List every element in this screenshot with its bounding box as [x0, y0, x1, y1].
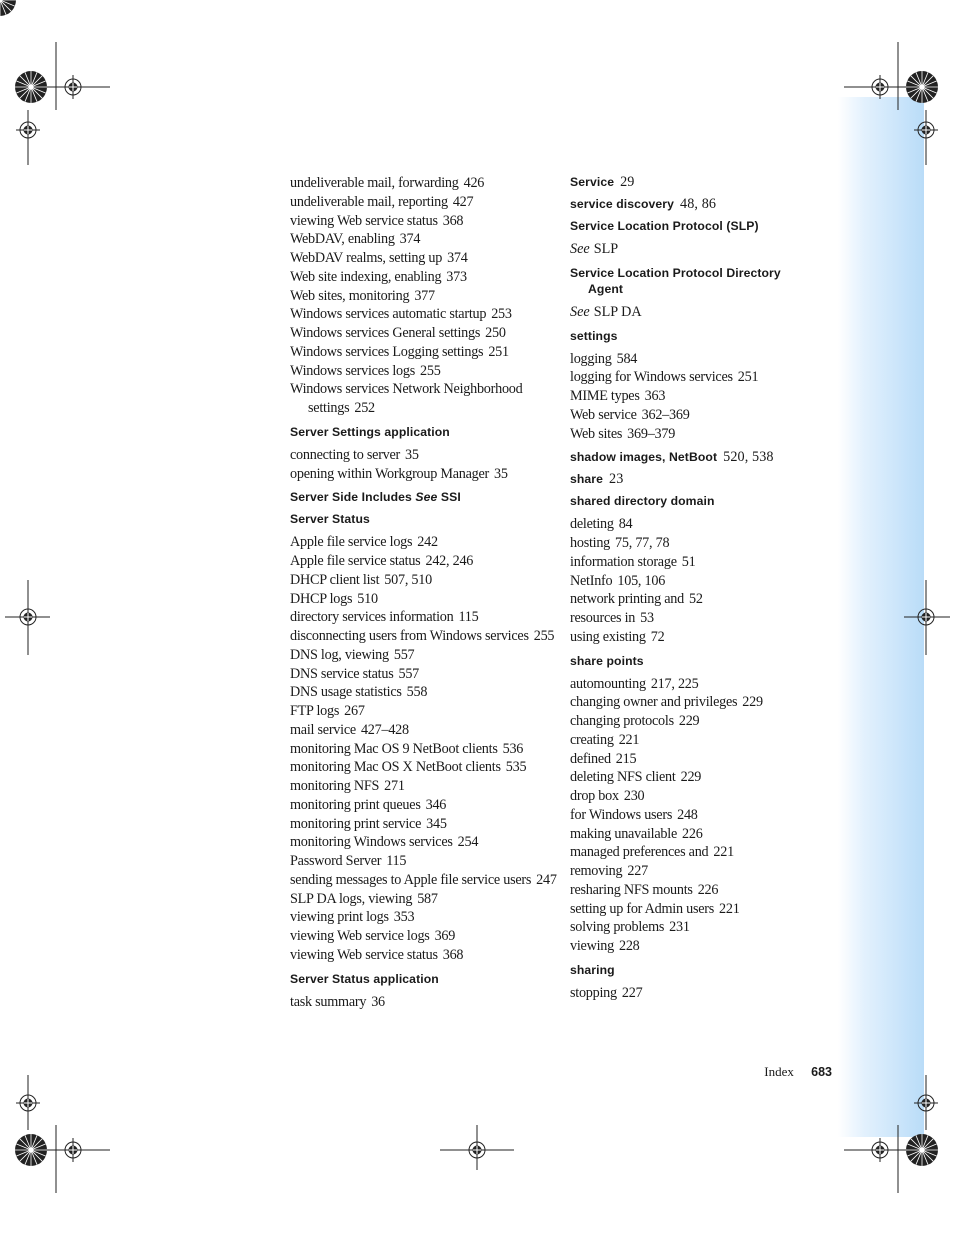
page-reference: 373	[446, 268, 467, 285]
index-subentry	[570, 534, 832, 553]
index-heading	[290, 971, 555, 987]
page-reference: 507, 510	[384, 571, 432, 588]
index-term: WebDAV realms, setting up	[290, 250, 443, 266]
index-subentry	[570, 862, 832, 881]
page-reference: 115	[386, 853, 407, 869]
index-term: viewing Web service status	[290, 212, 438, 229]
index-term: logging	[570, 350, 612, 367]
page-reference: 248	[677, 806, 698, 823]
see-label: See	[415, 490, 438, 505]
page-reference: 221	[618, 731, 640, 748]
page-reference: 221	[719, 900, 740, 917]
page-reference: 252	[354, 400, 375, 416]
page-reference: 510	[357, 590, 378, 607]
index-term: undeliverable mail, reporting	[290, 193, 448, 210]
page-reference: 229	[742, 694, 763, 711]
index-term: connecting to server	[290, 446, 401, 463]
index-term: monitoring Mac OS X NetBoot clients	[290, 759, 501, 776]
page-reference: 247	[536, 871, 557, 888]
index-subentry	[570, 731, 832, 750]
index-subentry	[570, 590, 832, 609]
index-heading	[570, 653, 832, 669]
index-subentry	[290, 174, 555, 193]
index-term: viewing	[570, 938, 614, 954]
footer-section-label: Index	[764, 1064, 794, 1079]
index-term: defined	[570, 750, 611, 767]
cross-reference	[570, 240, 832, 259]
index-term: changing protocols	[570, 713, 674, 729]
index-heading	[570, 196, 832, 212]
index-heading-continuation: Agent	[588, 281, 624, 296]
index-term: monitoring print queues	[290, 796, 421, 813]
index-term: Web service	[570, 406, 637, 423]
page-reference: 557	[398, 665, 419, 682]
index-heading-term: Service Location Protocol (SLP)	[570, 219, 759, 233]
see-target: SSI	[440, 490, 461, 505]
index-subentry	[290, 908, 555, 927]
index-subentry	[570, 787, 832, 806]
index-term: undeliverable mail, forwarding	[290, 175, 459, 191]
index-term: monitoring Windows services	[290, 834, 453, 851]
index-subentry	[570, 750, 832, 769]
index-column-left	[290, 174, 555, 1011]
index-subentry	[570, 368, 832, 387]
index-subentry	[290, 193, 555, 212]
index-term: mail service	[290, 721, 356, 738]
page-reference: 426	[463, 175, 485, 191]
index-subentry	[570, 572, 832, 591]
index-subentry	[290, 212, 555, 231]
index-subentry	[290, 590, 555, 609]
page-reference: 362–369	[641, 406, 690, 423]
page-reference: 271	[384, 778, 405, 794]
index-subentry	[570, 553, 832, 572]
index-term: logging for Windows services	[570, 369, 733, 386]
page-reference: 84	[618, 516, 633, 533]
see-target: SLP DA	[593, 303, 642, 320]
index-heading	[570, 962, 832, 978]
index-subentry	[290, 646, 555, 665]
index-subentry	[290, 890, 555, 909]
index-subentry	[290, 665, 555, 684]
index-term: setting up for Admin users	[570, 900, 715, 917]
page-reference: 267	[344, 703, 365, 719]
index-subentry	[290, 324, 555, 343]
index-subentry	[290, 946, 555, 965]
index-subentry	[290, 777, 555, 796]
index-subentry	[290, 287, 555, 306]
cross-reference	[570, 303, 832, 322]
index-subentry	[570, 628, 832, 647]
index-subentry	[290, 552, 555, 571]
page-reference: 251	[737, 369, 759, 386]
index-subentry	[570, 843, 832, 862]
index-term: information storage	[570, 553, 677, 570]
page-reference: 369	[434, 928, 456, 944]
page-reference: 226	[697, 881, 719, 898]
index-subentry	[290, 446, 555, 465]
index-term: deleting	[570, 516, 614, 533]
index-term: viewing Web service status	[290, 946, 438, 963]
index-heading	[570, 174, 832, 190]
page-reference: 226	[682, 825, 703, 842]
index-term: disconnecting users from Windows services	[290, 628, 529, 644]
page-reference: 535	[505, 759, 527, 776]
index-heading	[290, 424, 555, 440]
see-label: See	[570, 303, 590, 320]
page-reference: 53	[640, 610, 654, 626]
index-heading-term: shadow images, NetBoot	[570, 450, 718, 465]
page-reference: 254	[457, 834, 479, 851]
index-subentry	[570, 425, 832, 444]
index-term: monitoring Mac OS 9 NetBoot clients	[290, 740, 498, 757]
index-term: Windows services Logging settings	[290, 343, 484, 360]
index-subentry	[290, 627, 555, 646]
index-term: Windows services automatic startup	[290, 306, 487, 323]
page-reference: 584	[616, 350, 638, 367]
index-term: automounting	[570, 675, 646, 692]
index-term: hosting	[570, 535, 611, 551]
index-heading-term: settings	[570, 328, 618, 343]
index-subentry	[290, 796, 555, 815]
index-term: stopping	[570, 984, 617, 1001]
index-term: FTP logs	[290, 703, 340, 719]
index-term: using existing	[570, 628, 646, 645]
page-reference: 228	[618, 938, 640, 954]
page-reference: 23	[609, 471, 624, 488]
index-subentry	[290, 465, 555, 484]
index-term: DHCP logs	[290, 590, 353, 607]
index-heading-term: Server Settings application	[290, 424, 450, 439]
color-starburst-icon	[0, 0, 16, 16]
index-term: removing	[570, 863, 623, 879]
index-term: WebDAV, enabling	[290, 231, 395, 248]
index-term: resharing NFS mounts	[570, 881, 693, 898]
index-heading	[290, 511, 555, 527]
index-subentry	[570, 406, 832, 425]
index-subentry	[290, 343, 555, 362]
page-reference: 29	[620, 174, 635, 190]
index-term: for Windows users	[570, 806, 673, 823]
page-reference: 105, 106	[617, 572, 666, 589]
index-term: monitoring NFS	[290, 778, 380, 794]
page-reference: 427	[452, 193, 474, 210]
page-reference: 242	[417, 534, 438, 551]
index-term: Windows services General settings	[290, 325, 481, 341]
index-subentry	[290, 571, 555, 590]
page-reference: 51	[681, 553, 696, 570]
index-term: directory services information	[290, 609, 454, 626]
index-term: viewing Web service logs	[290, 928, 430, 944]
page-reference: 255	[533, 628, 555, 644]
page-reference: 255	[420, 362, 441, 379]
page-reference: 368	[442, 212, 464, 229]
index-term: Web sites	[570, 425, 623, 442]
index-subentry	[290, 993, 555, 1012]
index-term: drop box	[570, 788, 619, 804]
index-heading	[570, 265, 832, 297]
page-reference: 363	[644, 388, 666, 404]
index-subentry	[290, 815, 555, 834]
index-subentry	[290, 740, 555, 759]
index-subentry	[570, 609, 832, 628]
index-subentry	[570, 806, 832, 825]
index-subentry	[570, 350, 832, 369]
index-term: Web sites, monitoring	[290, 287, 410, 304]
index-heading-term: service discovery	[570, 197, 675, 211]
index-term: creating	[570, 731, 614, 748]
page-reference: 587	[417, 890, 438, 907]
index-heading-term: Server Side Includes	[290, 490, 412, 505]
index-heading	[570, 449, 832, 465]
index-term: DHCP client list	[290, 571, 380, 588]
page-reference: 369–379	[627, 425, 676, 442]
page-reference: 374	[399, 231, 421, 248]
page-reference: 115	[458, 609, 479, 626]
page-reference: 345	[426, 815, 447, 832]
index-term: Password Server	[290, 853, 382, 869]
index-term: making unavailable	[570, 825, 677, 842]
page-reference: 231	[669, 919, 690, 936]
index-subentry	[290, 871, 555, 890]
page-reference: 36	[371, 993, 385, 1010]
index-term: NetInfo	[570, 572, 613, 589]
index-subentry	[290, 852, 555, 871]
index-heading	[570, 471, 832, 487]
page-reference: 536	[502, 740, 524, 757]
index-term: network printing and	[570, 591, 684, 608]
page-reference: 253	[491, 306, 512, 323]
page-reference: 374	[447, 250, 468, 266]
page-reference: 230	[623, 788, 645, 804]
page-reference: 242, 246	[425, 553, 474, 569]
index-term: resources in	[570, 610, 636, 626]
see-label: See	[570, 241, 590, 257]
index-subentry	[290, 268, 555, 287]
index-subentry	[290, 721, 555, 740]
index-subentry	[290, 533, 555, 552]
page-reference: 52	[689, 591, 703, 608]
index-subentry	[290, 833, 555, 852]
page-reference: 377	[414, 287, 435, 304]
index-subentry	[570, 675, 832, 694]
index-heading-term: sharing	[570, 962, 615, 977]
index-term: deleting NFS client	[570, 769, 676, 786]
page-reference: 227	[627, 863, 648, 879]
index-term: Windows services logs	[290, 362, 416, 379]
page-reference: 48, 86	[680, 196, 717, 212]
index-subentry	[290, 758, 555, 777]
index-heading	[570, 328, 832, 344]
page-reference: 35	[405, 446, 419, 463]
page-reference: 229	[680, 769, 702, 786]
index-term: DNS usage statistics	[290, 684, 402, 701]
index-term: Apple file service status	[290, 553, 421, 569]
index-heading-term: Server Status	[290, 512, 370, 527]
index-subentry	[570, 900, 832, 919]
page-reference: 35	[494, 465, 508, 482]
index-heading-term: Service Location Protocol Directory	[570, 265, 781, 280]
index-heading-cross-reference	[290, 489, 555, 505]
index-subentry	[290, 927, 555, 946]
page-reference: 217, 225	[650, 675, 699, 692]
page-number: 683	[811, 1065, 832, 1079]
index-term: MIME types	[570, 388, 640, 404]
page-reference: 353	[393, 909, 415, 926]
index-heading-term: Service	[570, 175, 615, 189]
page-reference: 229	[678, 713, 700, 729]
index-heading-term: share points	[570, 653, 644, 668]
index-term: Apple file service logs	[290, 534, 413, 551]
index-term: Windows services Network Neighborhood	[290, 381, 523, 398]
page-reference: 427–428	[360, 721, 409, 738]
page-reference: 221	[713, 844, 734, 861]
index-subentry	[290, 683, 555, 702]
index-heading	[570, 218, 832, 234]
index-subentry	[290, 380, 555, 399]
index-term: DNS log, viewing	[290, 646, 389, 663]
page-reference: 251	[488, 343, 509, 360]
index-subentry	[570, 515, 832, 534]
index-term: monitoring print service	[290, 815, 422, 832]
index-subentry	[290, 362, 555, 381]
page-reference: 72	[650, 628, 665, 645]
page-reference: 215	[615, 750, 637, 767]
page-reference: 346	[425, 796, 447, 813]
index-subentry	[290, 608, 555, 627]
index-term: viewing print logs	[290, 909, 389, 926]
index-heading-term: shared directory domain	[570, 494, 715, 509]
index-subentry	[570, 937, 832, 956]
index-term: Web site indexing, enabling	[290, 268, 442, 285]
index-subentry	[290, 249, 555, 268]
page-reference: 368	[442, 946, 464, 963]
index-term: changing owner and privileges	[570, 694, 738, 711]
index-subentry	[290, 399, 555, 418]
page-reference: 250	[485, 325, 506, 341]
index-subentry	[570, 881, 832, 900]
index-term: DNS service status	[290, 665, 394, 682]
page-reference: 558	[406, 684, 428, 701]
index-heading	[570, 493, 832, 509]
index-term: SLP DA logs, viewing	[290, 890, 413, 907]
index-subentry	[290, 702, 555, 721]
index-term: opening within Workgroup Manager	[290, 465, 490, 482]
page-reference: 75, 77, 78	[615, 535, 670, 551]
index-term: task summary	[290, 993, 367, 1010]
index-subentry	[570, 825, 832, 844]
index-term: settings	[308, 400, 350, 416]
index-subentry	[290, 230, 555, 249]
index-term: solving problems	[570, 919, 665, 936]
page-reference: 227	[621, 984, 643, 1001]
index-column-right	[570, 174, 832, 1003]
page-reference: 557	[393, 646, 415, 663]
index-term: sending messages to Apple file service users	[290, 871, 532, 888]
index-term: managed preferences and	[570, 844, 709, 861]
index-heading-term: share	[570, 472, 604, 487]
page-footer	[700, 1064, 832, 1080]
index-subentry	[570, 984, 832, 1003]
index-subentry	[570, 768, 832, 787]
index-subentry	[290, 305, 555, 324]
index-subentry	[570, 693, 832, 712]
see-target: SLP	[593, 241, 619, 257]
index-subentry	[570, 712, 832, 731]
index-heading-term: Server Status application	[290, 971, 439, 986]
index-subentry	[570, 387, 832, 406]
page-reference: 520, 538	[723, 449, 774, 466]
index-subentry	[570, 918, 832, 937]
